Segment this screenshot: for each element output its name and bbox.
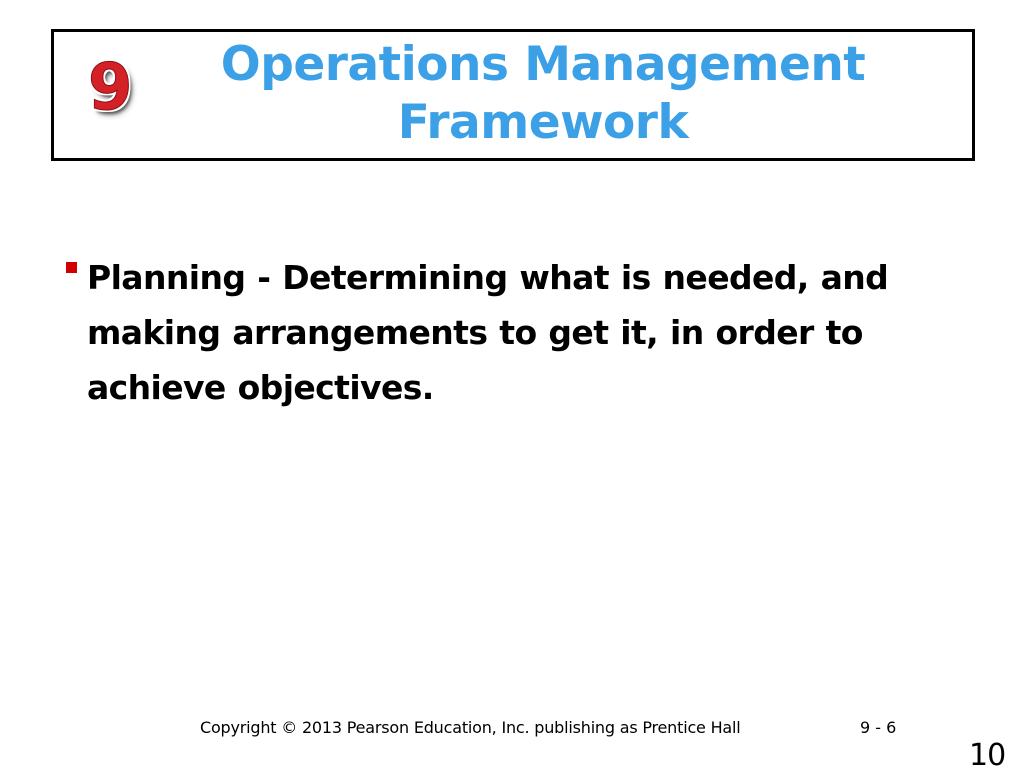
footer-slide-reference: 9 - 6 bbox=[860, 718, 897, 737]
title-box bbox=[51, 29, 975, 161]
page-number: 10 bbox=[969, 738, 1006, 768]
bullet-item bbox=[60, 250, 940, 415]
slide-title: Operations Management Framework bbox=[220, 37, 866, 150]
bullet-list bbox=[60, 250, 940, 415]
square-bullet-icon bbox=[66, 262, 77, 273]
bullet-text: Planning - Determining what is needed, and making arrangements to get it, in order to achieve objectives. bbox=[87, 258, 889, 407]
footer-copyright: Copyright © 2013 Pearson Education, Inc. publishing as Prentice Hall bbox=[200, 718, 741, 737]
chapter-number-badge: 9 bbox=[88, 51, 133, 125]
